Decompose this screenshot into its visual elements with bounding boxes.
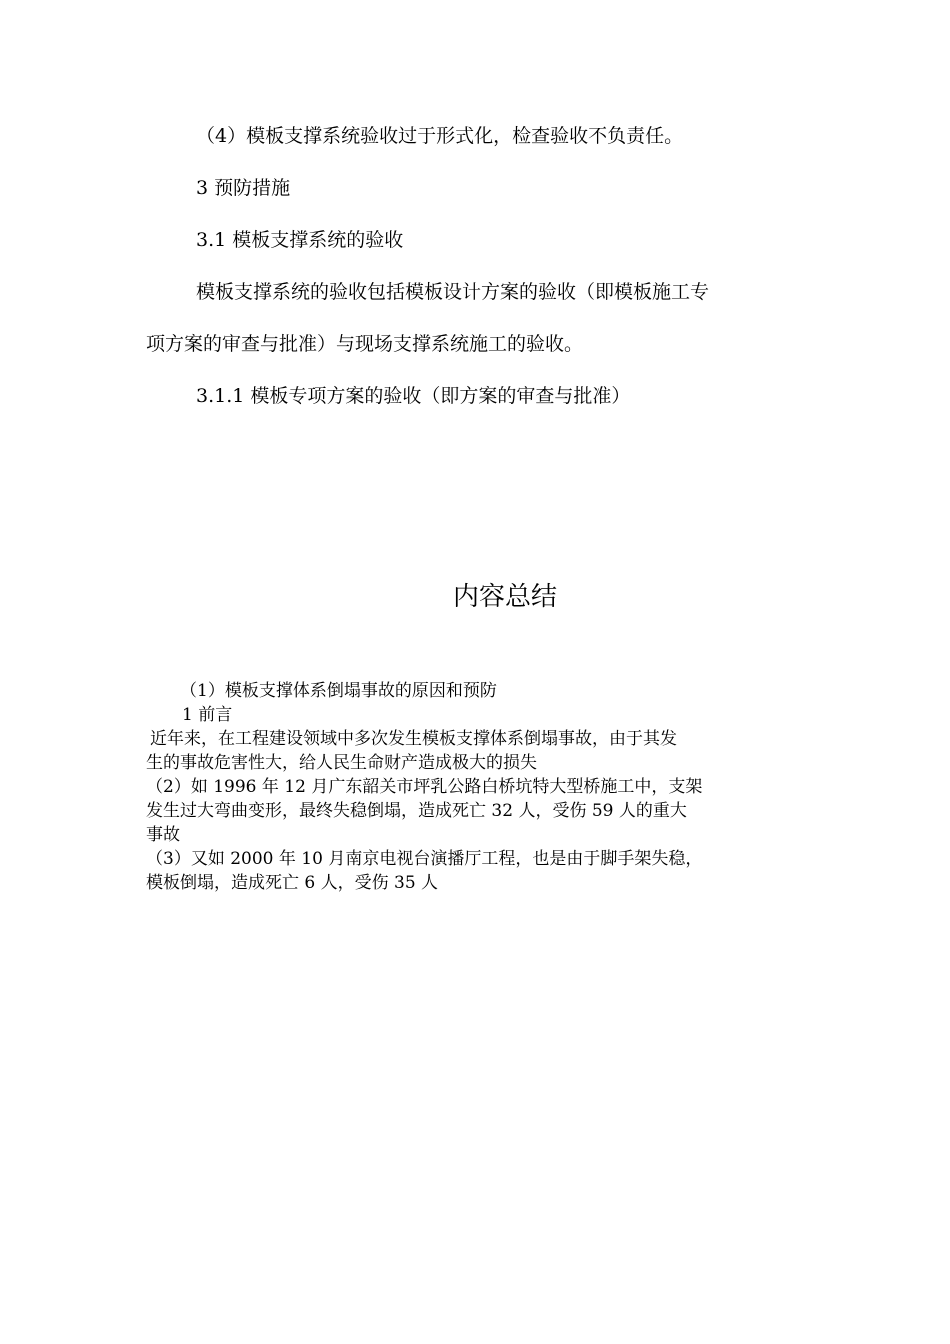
item-4-text: （4）模板支撑系统验收过于形式化，检查验收不负责任。 — [196, 125, 684, 147]
summary-line: （2）如 1996 年 12 月广东韶关市坪乳公路白桥坑特大型桥施工中，支架 — [146, 777, 703, 797]
summary-line: （3）又如 2000 年 10 月南京电视台演播厅工程，也是由于脚手架失稳， — [146, 849, 703, 869]
summary-line: （1）模板支撑体系倒塌事故的原因和预防 — [180, 681, 497, 701]
paragraph-line-2: 项方案的审查与批准）与现场支撑系统施工的验收。 — [146, 333, 584, 355]
summary-line: 模板倒塌，造成死亡 6 人，受伤 35 人 — [146, 873, 439, 893]
section-3-heading: 3 预防措施 — [196, 177, 291, 199]
summary-line: 发生过大弯曲变形，最终失稳倒塌，造成死亡 32 人，受伤 59 人的重大 — [146, 801, 687, 821]
summary-line: 生的事故危害性大，给人民生命财产造成极大的损失 — [146, 753, 537, 773]
summary-line: 近年来，在工程建设领域中多次发生模板支撑体系倒塌事故，由于其发 — [150, 729, 677, 749]
section-3-1-heading: 3.1 模板支撑系统的验收 — [196, 229, 404, 251]
section-3-1-1-heading: 3.1.1 模板专项方案的验收（即方案的审查与批准） — [196, 385, 631, 407]
summary-line: 1 前言 — [182, 705, 233, 725]
paragraph-line-1: 模板支撑系统的验收包括模板设计方案的验收（即模板施工专 — [196, 281, 710, 303]
summary-title: 内容总结 — [452, 582, 557, 612]
summary-line: 事故 — [146, 825, 180, 845]
